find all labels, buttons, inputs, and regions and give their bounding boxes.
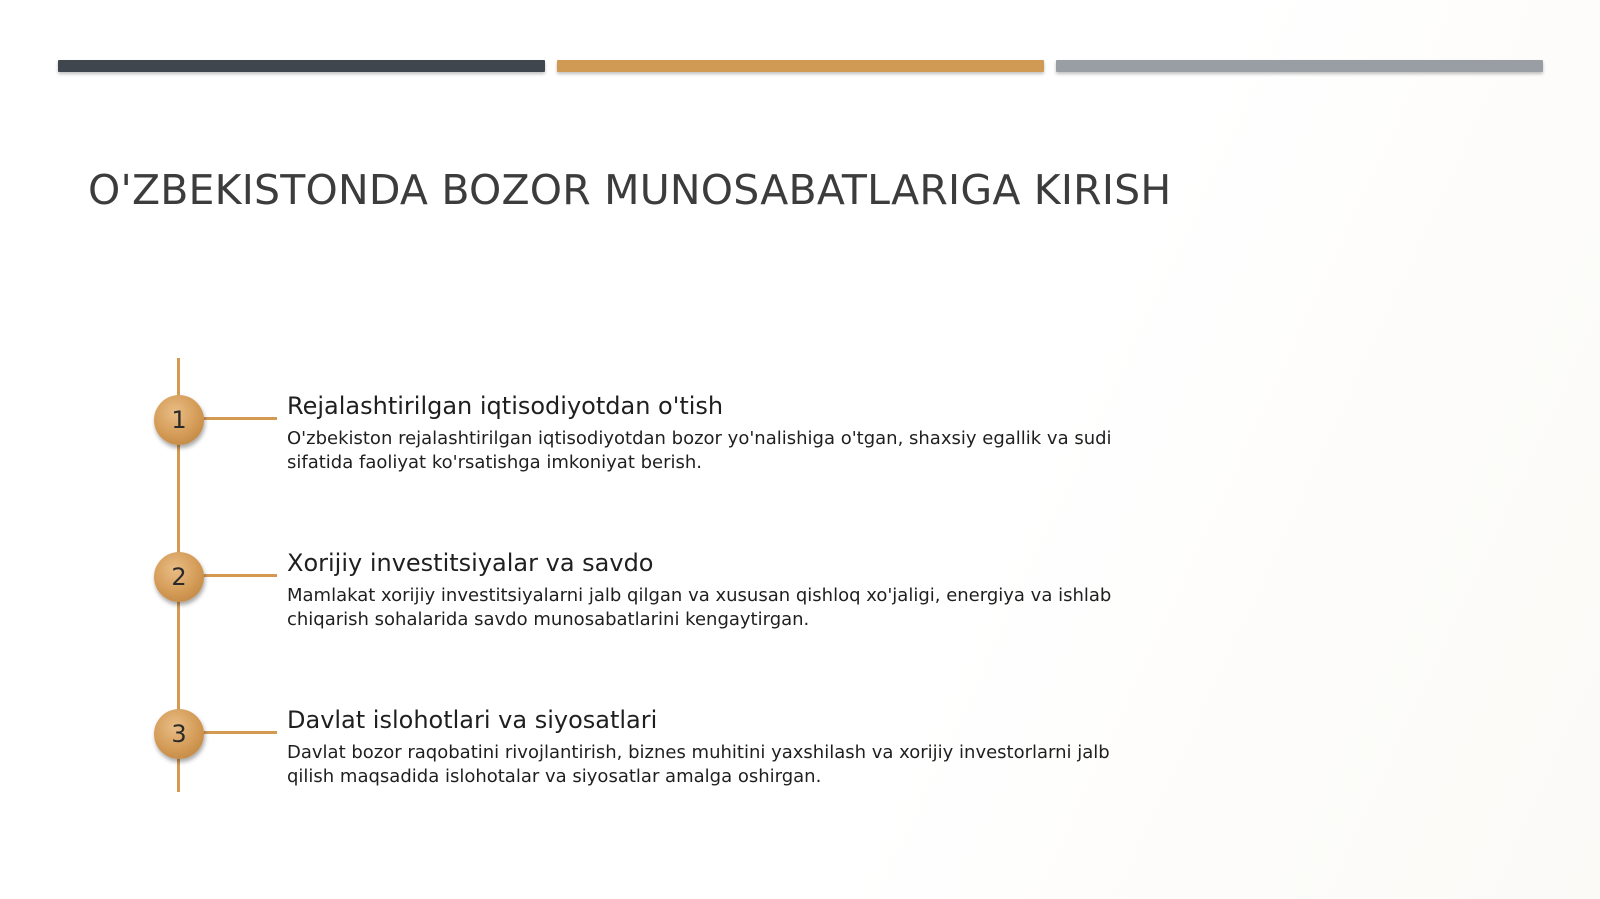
timeline-marker-1: 1 — [154, 395, 204, 445]
timeline-item-title-2: Xorijiy investitsiyalar va savdo — [287, 549, 654, 577]
timeline-connector-3 — [200, 731, 277, 734]
timeline-connector-2 — [200, 574, 277, 577]
timeline-item-title-1: Rejalashtirilgan iqtisodiyotdan o'tish — [287, 392, 724, 420]
timeline-item-description-1: O'zbekiston rejalashtirilgan iqtisodiyotdan bozor yo'nalishiga o'tgan, shaxsiy egallik va sudi sifatida faoliyat ko'rsatishga imkoniyat berish. — [287, 428, 1112, 473]
timeline-marker-3: 3 — [154, 709, 204, 759]
timeline-item-description-2: Mamlakat xorijiy investitsiyalarni jalb qilgan va xususan qishloq xo'jaligi, energiya va ishlab chiqarish sohalarida savdo munosabatlarini kengaytirgan. — [287, 585, 1112, 630]
timeline-marker-2: 2 — [154, 552, 204, 602]
slide-title: O'ZBEKISTONDA BOZOR MUNOSABATLARIGA KIRISH — [88, 166, 1172, 214]
timeline-connector-1 — [200, 417, 277, 420]
timeline-item-description-3: Davlat bozor raqobatini rivojlantirish, biznes muhitini yaxshilash va xorijiy investorlarni jalb qilish maqsadida islohotalar va siyosatlar amalga oshirgan. — [287, 742, 1110, 787]
timeline-item-title-3: Davlat islohotlari va siyosatlari — [287, 706, 658, 734]
